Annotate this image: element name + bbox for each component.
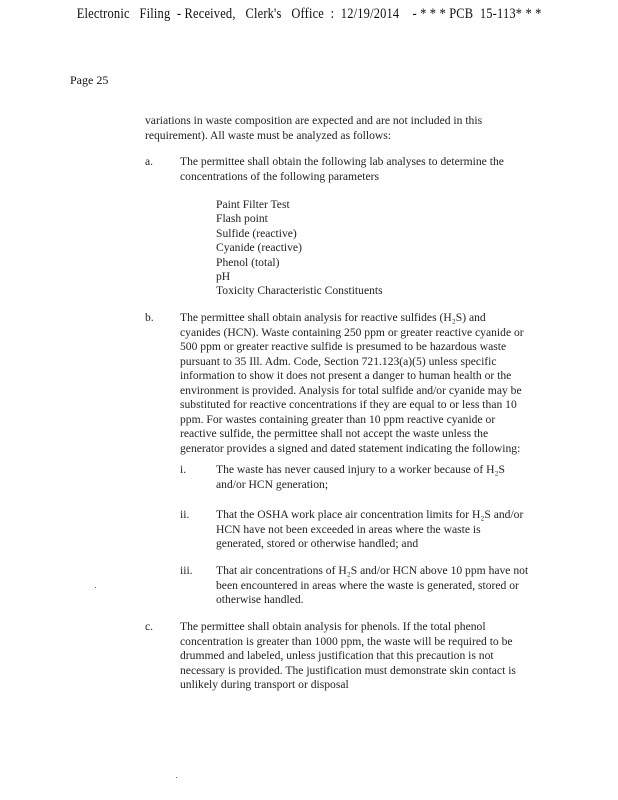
text-line: requirement). All waste must be analyzed as follows: bbox=[145, 128, 391, 142]
text-line: variations in waste composition are expected and are not included in this bbox=[145, 114, 483, 127]
subitem-i-label: i. bbox=[180, 463, 187, 476]
text-line: The permittee shall obtain the following lab analyses to determine the bbox=[180, 155, 504, 168]
text-line: pH bbox=[216, 270, 231, 284]
text-line: The permittee shall obtain analysis for phenols. If the total phenol bbox=[180, 620, 486, 633]
subitem-iii-label: iii. bbox=[180, 564, 193, 577]
text-line: concentration is greater than 1000 ppm, the waste will be required to be bbox=[180, 634, 513, 648]
text-line: drummed and labeled, unless justification that this precaution is not bbox=[180, 649, 494, 662]
text-line: pursuant to 35 Ill. Adm. Code, Section 721.123(a)(5) unless specific bbox=[180, 354, 497, 368]
text-line: Cyanide (reactive) bbox=[216, 241, 302, 255]
text-line: Phenol (total) bbox=[216, 255, 280, 269]
text-line: The permittee shall obtain analysis for reactive sulfides (H₂S) and bbox=[180, 311, 486, 324]
item-c-text bbox=[180, 620, 516, 693]
item-a-label: a. bbox=[145, 155, 154, 168]
text-line: otherwise handled. bbox=[216, 593, 304, 606]
text-line: Toxicity Characteristic Constituents bbox=[216, 284, 383, 298]
item-c-label: c. bbox=[145, 620, 154, 633]
page-number: Page 25 bbox=[70, 73, 109, 87]
text-line: Flash point bbox=[216, 212, 268, 226]
text-line: 500 ppm or greater reactive sulfide is presumed to be hazardous waste bbox=[180, 340, 507, 353]
scan-speck bbox=[95, 587, 96, 588]
item-b-text bbox=[180, 311, 524, 456]
text-line: necessary is provided. The justification must demonstrate skin contact is bbox=[180, 663, 516, 677]
scan-speck bbox=[176, 777, 177, 778]
text-line: Paint Filter Test bbox=[216, 198, 290, 211]
text-line: concentrations of the following parameters bbox=[180, 169, 379, 183]
text-line: information to show it does not present a danger to human health or the bbox=[180, 369, 512, 382]
text-line: That air concentrations of H₂S and/or HCN above 10 ppm have not bbox=[216, 564, 529, 577]
text-line: Sulfide (reactive) bbox=[216, 226, 297, 240]
text-line: That the OSHA work place air concentration limits for H₂S and/or bbox=[216, 508, 524, 521]
filing-header: Electronic Filing - Received, Clerk's Office : 12/19/2014 - * * * PCB 15-113* * * bbox=[76, 6, 542, 22]
text-line: generator provides a signed and dated statement indicating the following: bbox=[180, 441, 521, 455]
subitem-ii-label: ii. bbox=[180, 508, 190, 521]
text-line: unlikely during transport or disposal bbox=[180, 678, 349, 691]
subitem-i-text bbox=[216, 463, 505, 492]
item-b-label: b. bbox=[145, 311, 154, 324]
parameter-list bbox=[216, 198, 383, 299]
text-line: environment is provided. Analysis for total sulfide and/or cyanide may be bbox=[180, 383, 522, 397]
text-line: HCN have not been exceeded in areas where the waste is bbox=[216, 522, 481, 536]
text-line: ppm. For wastes containing greater than 10 ppm reactive cyanide or bbox=[180, 412, 496, 426]
text-line: cyanides (HCN). Waste containing 250 ppm or greater reactive cyanide or bbox=[180, 325, 524, 339]
subitem-ii-text bbox=[216, 508, 523, 552]
text-line: reactive sulfide, the permittee shall not accept the waste unless the bbox=[180, 427, 489, 440]
text-line: The waste has never caused injury to a worker because of H₂S bbox=[216, 463, 505, 476]
text-line: substituted for reactive concentrations if they are equal to or less than 10 bbox=[180, 398, 517, 411]
intro-paragraph bbox=[145, 114, 482, 143]
subitem-iii-text bbox=[216, 564, 528, 608]
text-line: been encountered in areas where the waste is generated, stored or bbox=[216, 578, 519, 592]
text-line: and/or HCN generation; bbox=[216, 477, 329, 491]
text-line: generated, stored or otherwise handled; and bbox=[216, 537, 419, 550]
item-a-text bbox=[180, 155, 504, 184]
